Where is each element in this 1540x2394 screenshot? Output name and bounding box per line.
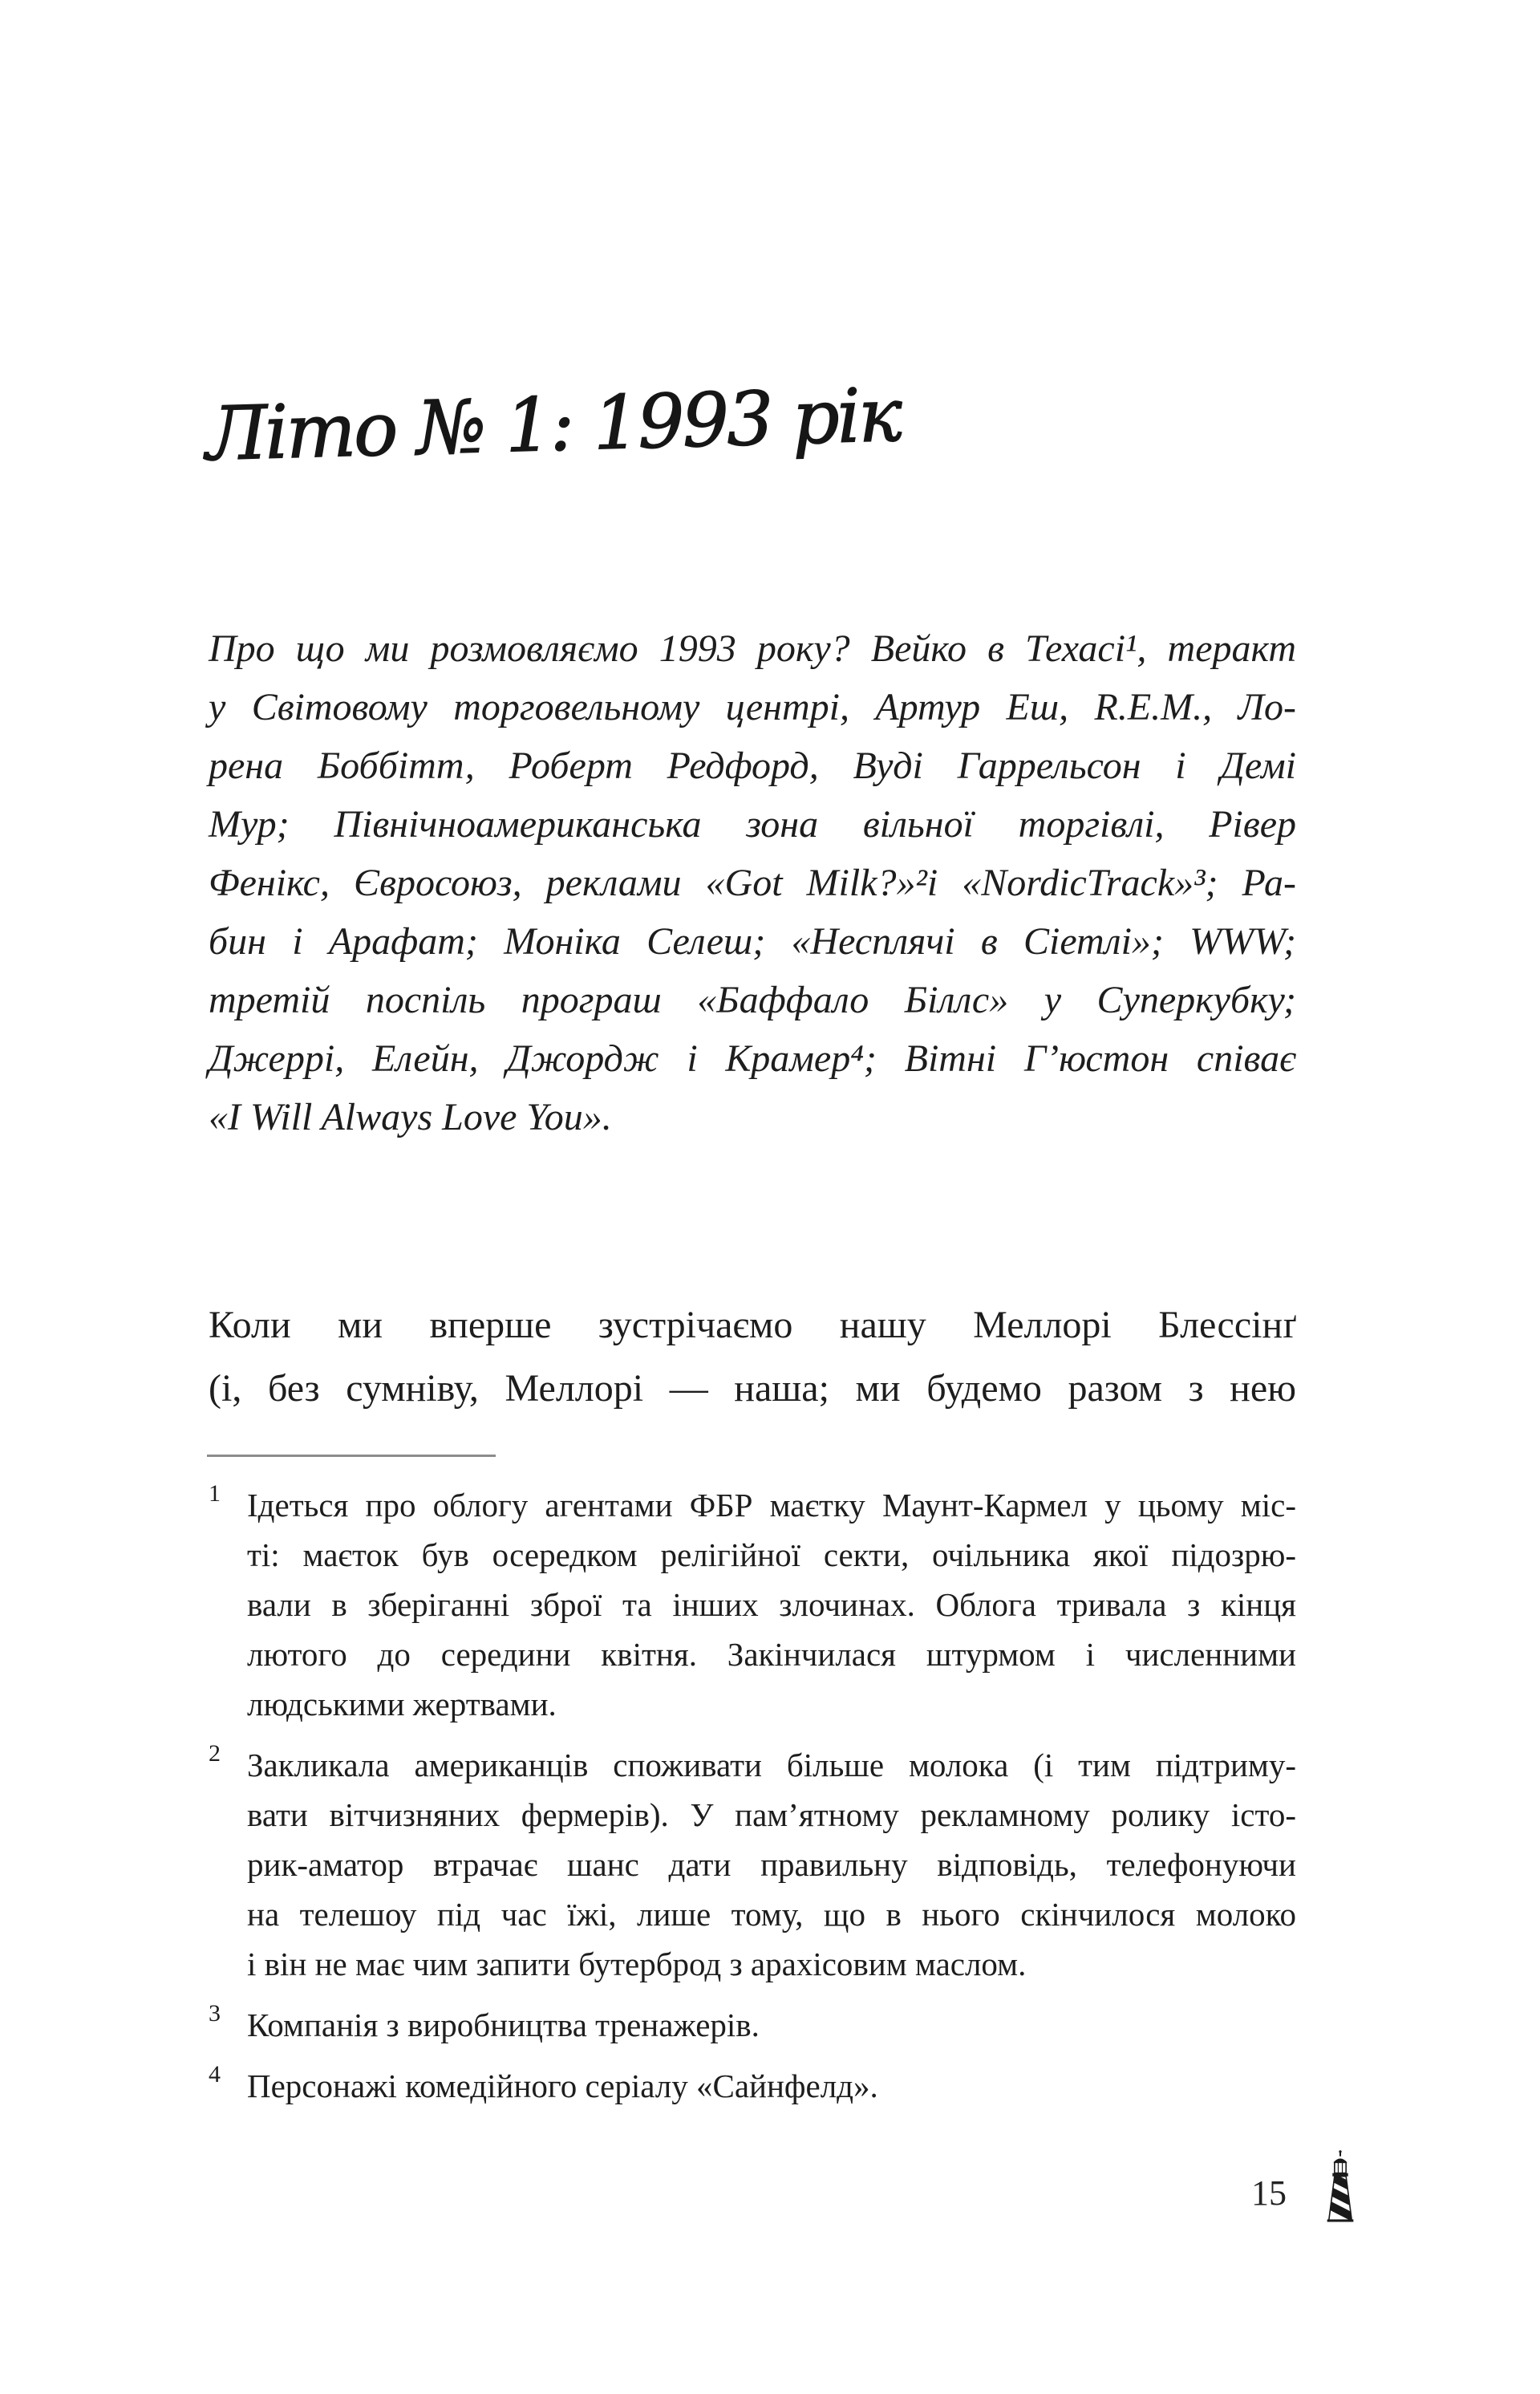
- text-line: Джеррі, Елейн, Джордж і Крамер⁴; Вітні Г’юстон співає: [209, 1037, 1296, 1080]
- footnote: [209, 2000, 1296, 2050]
- text-line: (і, без сумніву, Меллорі — наша; ми будемо разом з нею: [209, 1367, 1296, 1410]
- text-line: Коли ми вперше зустрічаємо нашу Меллорі Блессінґ: [209, 1304, 1296, 1346]
- footnote-number: 2: [209, 1740, 221, 1767]
- intro-paragraph: [209, 619, 1296, 1146]
- footnote: [209, 1480, 1296, 1729]
- footnote: [209, 2061, 1296, 2111]
- text-line: третій поспіль програш «Баффало Біллс» у Суперкубку;: [209, 979, 1296, 1021]
- footnote-number: 3: [209, 2000, 221, 2027]
- footnote: [209, 1740, 1296, 1989]
- footnote-line: вали в зберіганні зброї та інших злочинах. Облога тривала з кінця: [247, 1586, 1296, 1623]
- footnote-number: 1: [209, 1480, 221, 1507]
- chapter-title: Літо № 1: 1993 рік: [205, 371, 902, 477]
- text-line: Про що ми розмовляємо 1993 року? Вейко в Техасі¹, теракт: [209, 627, 1296, 670]
- footnote-line: Персонажі комедійного серіалу «Сайнфелд».: [247, 2067, 878, 2104]
- footnote-line: Закликала американців споживати більше молока (і тим підтриму-: [247, 1747, 1296, 1783]
- body-paragraph: [209, 1293, 1296, 1420]
- footnote-divider: [207, 1455, 496, 1457]
- footnote-line: ті: маєток був осередком релігійної секти, очільника якої підозрю-: [247, 1536, 1296, 1573]
- lighthouse-icon: [1323, 2150, 1357, 2224]
- text-line: Фенікс, Євросоюз, реклами «Got Milk?»²і «NordicTrack»³; Ра-: [209, 862, 1296, 904]
- footnote-line: Ідеться про облогу агентами ФБР маєтку Маунт-Кармел у цьому міс-: [247, 1487, 1296, 1524]
- footnote-text: [247, 1480, 1296, 1729]
- footnote-line: лютого до середини квітня. Закінчилася штурмом і численними: [247, 1636, 1296, 1673]
- footnote-line: і він не має чим запити бутерброд з арахісовим маслом.: [247, 1946, 1027, 1982]
- footnote-number: 4: [209, 2061, 221, 2088]
- text-line: бин і Арафат; Моніка Селеш; «Несплячі в Сіетлі»; WWW;: [209, 920, 1296, 963]
- text-line: у Світовому торговельному центрі, Артур Еш, R.E.M., Ло-: [209, 686, 1296, 728]
- footnote-line: на телешоу під час їжі, лише тому, що в нього скінчилося молоко: [247, 1896, 1296, 1933]
- text-line: рена Боббітт, Роберт Редфорд, Вуді Гаррельсон і Демі: [209, 745, 1296, 787]
- footnote-text: [247, 2061, 1296, 2111]
- footnote-text: [247, 1740, 1296, 1989]
- page-number: 15: [1251, 2173, 1287, 2213]
- footnote-line: Компанія з виробництва тренажерів.: [247, 2006, 760, 2043]
- footnote-text: [247, 2000, 1296, 2050]
- text-line: Мур; Північноамериканська зона вільної торгівлі, Рівер: [209, 803, 1296, 846]
- footnotes-section: [209, 1480, 1296, 2111]
- text-line: «I Will Always Love You».: [209, 1096, 612, 1138]
- footnote-line: вати вітчизняних фермерів). У пам’ятному рекламному ролику істо-: [247, 1796, 1296, 1833]
- footnote-line: людськими жертвами.: [247, 1686, 557, 1722]
- footnote-line: рик-аматор втрачає шанс дати правильну відповідь, телефонуючи: [247, 1846, 1296, 1883]
